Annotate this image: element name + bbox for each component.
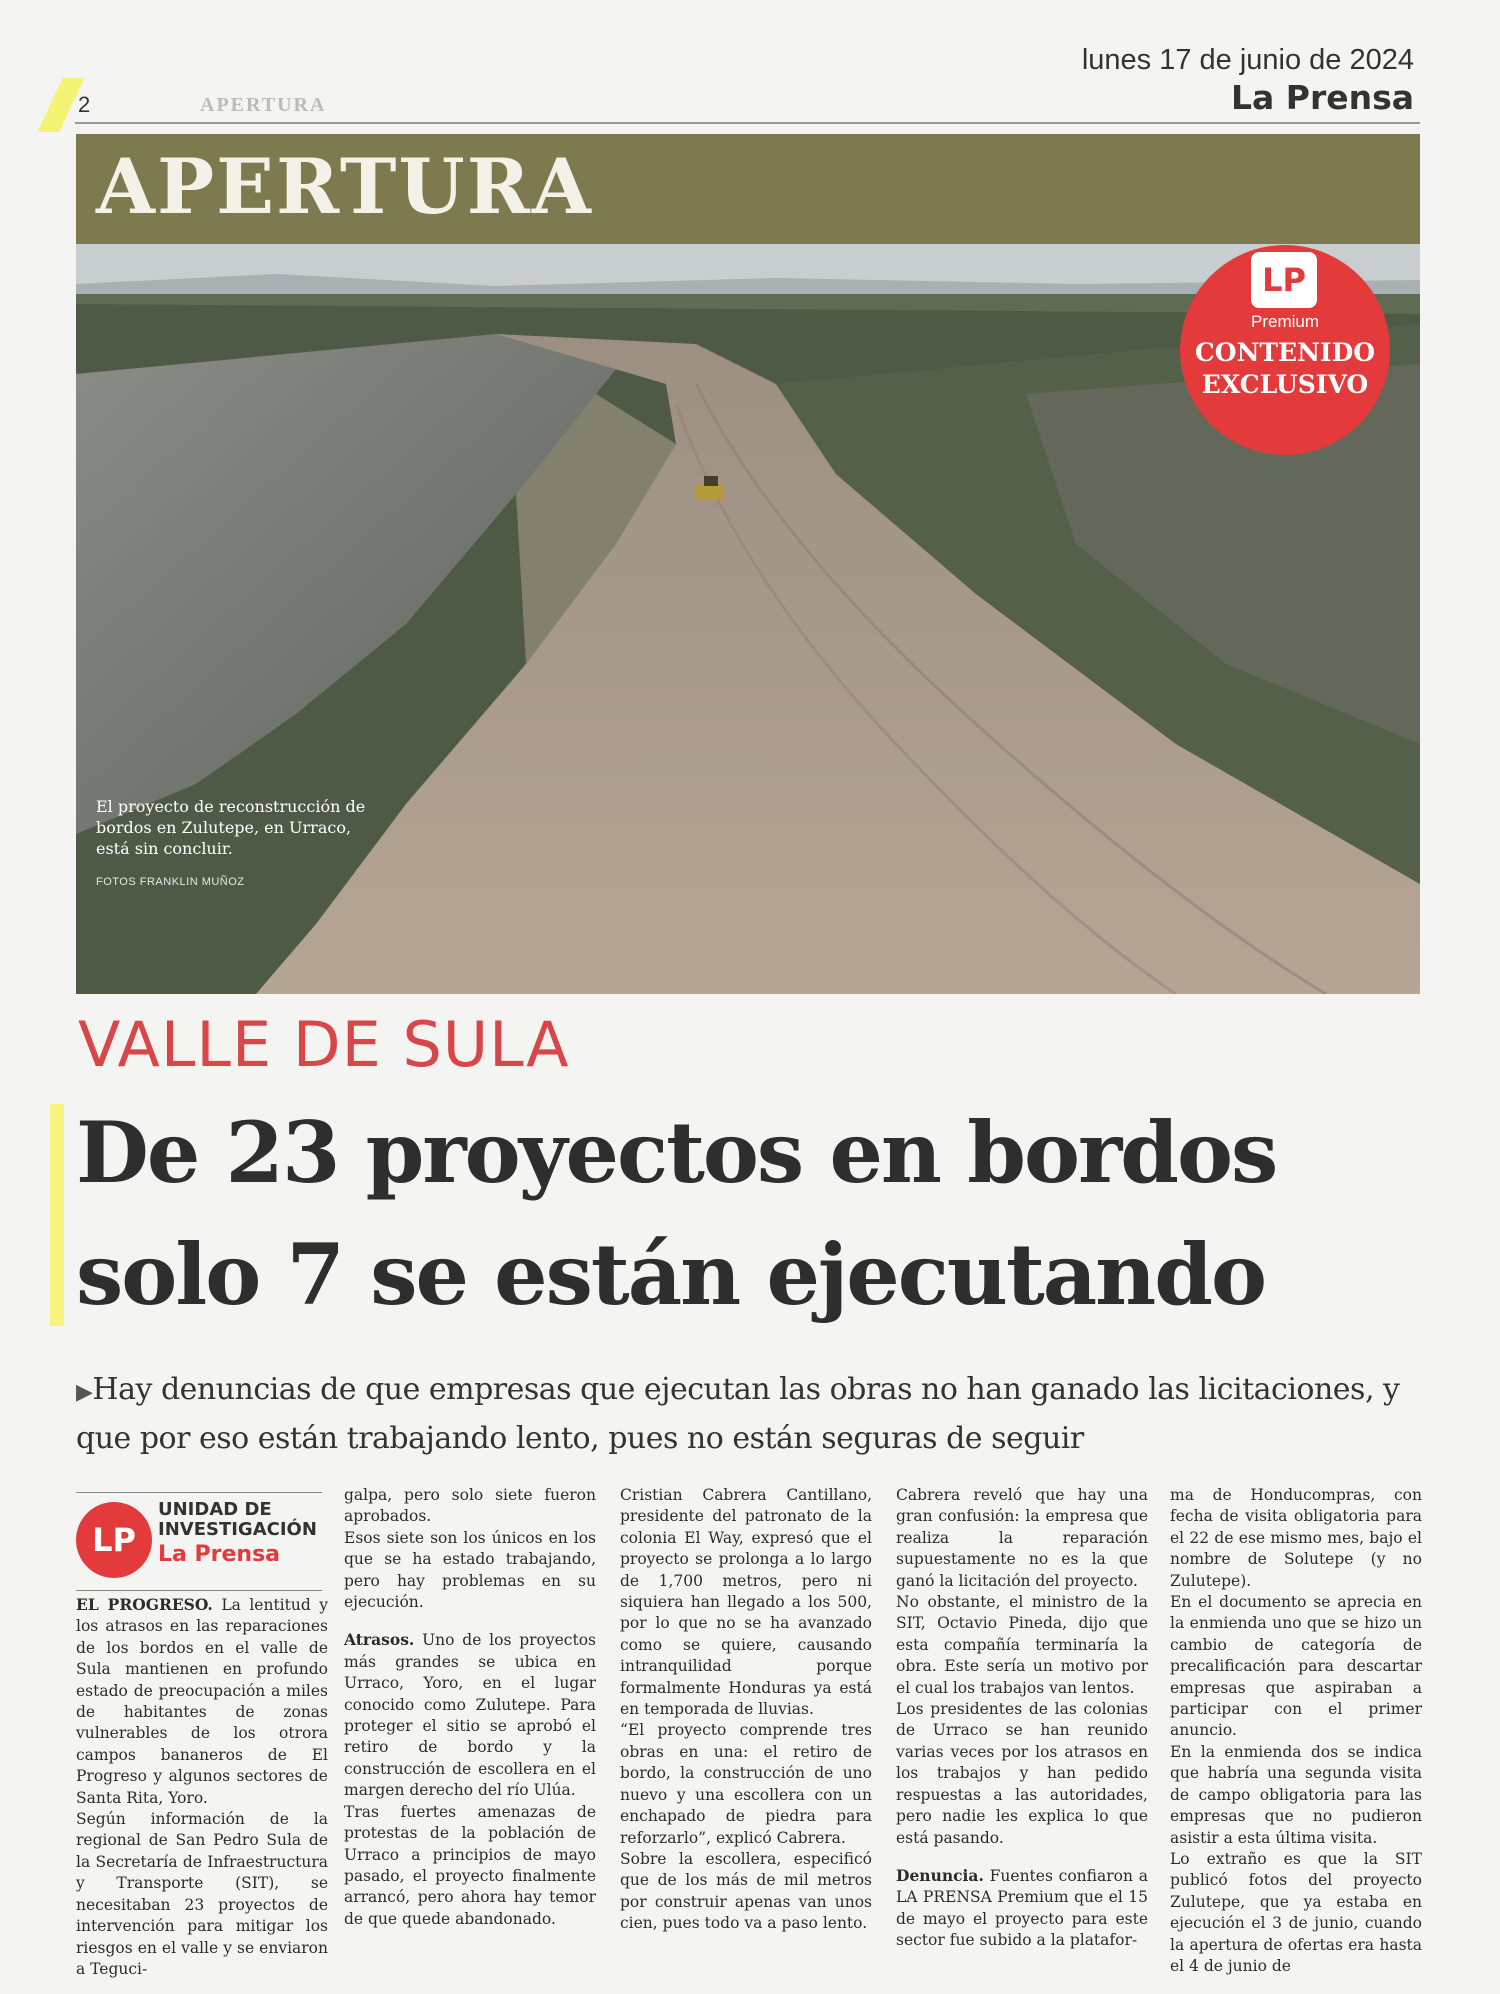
headline-deck: [76, 1367, 1426, 1462]
section-title: APERTURA: [96, 142, 593, 231]
article-column-1: [76, 1594, 328, 1980]
unit-rule-top: [76, 1492, 322, 1493]
unit-line-3: La Prensa: [158, 1542, 281, 1567]
paragraph: No obstante, el ministro de la SIT, Octavio Pineda, dijo que esta compañía terminaría la obra. Este sería un motivo por el cual los trabajos van lentos.: [896, 1593, 1148, 1697]
article-column-3: [620, 1485, 872, 1935]
article-column-5: [1170, 1485, 1422, 1977]
paragraph: Cabrera reveló que hay una gran confusión: la empresa que realiza la reparación supuestamente no es la que ganó la licitación del proyecto.: [896, 1486, 1148, 1590]
paragraph: [76, 1594, 328, 1809]
subhead: Denuncia.: [896, 1865, 984, 1885]
lp-logo-text: LP: [1262, 261, 1306, 299]
paragraph: galpa, pero solo siete fueron aprobados.: [344, 1486, 596, 1526]
headline: De 23 proyectos en bordos solo 7 se están ejecutando: [76, 1103, 1277, 1324]
paragraph: [896, 1865, 1148, 1952]
badge-premium-label: Premium: [1250, 312, 1319, 331]
paragraph-text: Fuentes confiaron a LA PRENSA Premium que el 15 de mayo el proyecto para este sector fue subido a la platafor-: [896, 1866, 1148, 1950]
section-label-ghost: APERTURA: [200, 94, 327, 116]
paragraph: Sobre la escollera, especificó que de los más de mil metros por construir apenas van unos cien, pues todo va a paso lento.: [620, 1849, 872, 1933]
unit-line-1: UNIDAD DE: [158, 1499, 272, 1520]
paragraph: En la enmienda dos se indica que habría una segunda visita de campo obligatoria para las empresas que no pudieron asistir a esta última visita.: [1170, 1742, 1422, 1847]
unit-rule-bottom: [76, 1590, 322, 1591]
paragraph: En el documento se aprecia en la enmienda uno que se hizo un cambio de categoría de precalificación para descartar empresas que aspiraban a participar con el primer anuncio.: [1170, 1593, 1422, 1740]
lp-logo-icon: [1251, 252, 1317, 308]
dateline: EL PROGRESO.: [76, 1595, 213, 1614]
subhead: Atrasos.: [344, 1630, 415, 1650]
unit-line-2: INVESTIGACIÓN: [158, 1519, 317, 1540]
paragraph: Tras fuertes amenazas de protestas de la población de Urraco a principios de mayo pasado, el proyecto finalmente arrancó, pero ahora hay temor de que quede abandonado.: [344, 1802, 596, 1928]
issue-date: lunes 17 de junio de 2024: [1081, 44, 1414, 76]
page-number: 2: [78, 92, 91, 117]
highlighter-mark-headline: [50, 1104, 64, 1326]
paragraph: Esos siete son los únicos en los que se ha estado trabajando, pero hay problemas en su ejecución.: [344, 1528, 596, 1612]
paragraph: ma de Honducompras, con fecha de visita obligatoria para el 22 de ese mismo mes, bajo el nombre de Solutepe (y no Zulutepe).: [1170, 1486, 1422, 1590]
deck-arrow-icon: ▶: [76, 1380, 93, 1405]
paragraph: Según información de la regional de San Pedro Sula de la Secretaría de Infraestructura y Transporte (SIT), se necesitaban 23 proyectos de intervención para mitigar los riesgos en el valle y se enviaron a Teguci-: [76, 1810, 328, 1978]
unit-logo-text: LP: [92, 1521, 136, 1559]
unit-lp-logo-icon: [76, 1502, 152, 1578]
article-column-4: [896, 1485, 1148, 1952]
paragraph: Los presidentes de las colonias de Urraco se han reunido varias veces por los atrasos en los trabajos y han pedido respuestas a las autoridades, pero nadie les explica lo que está pasando.: [896, 1700, 1148, 1847]
badge-line-1: CONTENIDO: [1194, 338, 1376, 367]
header-rule: [75, 122, 1420, 124]
paragraph: [344, 1629, 596, 1801]
badge-line-2: EXCLUSIVO: [1201, 370, 1369, 399]
deck-text: Hay denuncias de que empresas que ejecutan las obras no han ganado las licitaciones, y que por eso están trabajando lento, pues no están seguras de seguir: [76, 1372, 1400, 1456]
photo-caption: El proyecto de reconstrucción de bordos en Zulutepe, en Urraco, está sin concluir.: [96, 797, 366, 858]
paragraph-text: Uno de los proyectos más grandes se ubica en Urraco, Yoro, en el lugar conocido como Zulutepe. Para proteger el sitio se aprobó el retiro de bordo y la construcción de escollera en el margen derecho del río Ulúa.: [344, 1631, 596, 1800]
paragraph: Cristian Cabrera Cantillano, presidente del patronato de la colonia El Way, expresó que el proyecto se prolonga a lo largo de 1,700 metros, pero ni siquiera han llegado a los 500, por lo que no se ha avanzado como se quiere, causando intranquilidad porque formalmente Honduras ya está en temporada de lluvias.: [620, 1486, 872, 1719]
photo-credit: FOTOS FRANKLIN MUÑOZ: [96, 876, 245, 888]
newspaper-brand: La Prensa: [1230, 78, 1414, 117]
paragraph-text: La lentitud y los atrasos en las reparaciones de los bordos en el valle de Sula mantienen en profundo estado de preocupación a miles de habitantes de zonas vulnerables de los otrora campos bananeros de El Progreso y algunos sectores de Santa Rita, Yoro.: [76, 1596, 328, 1807]
article-column-2: [344, 1485, 596, 1930]
headline-kicker: VALLE DE SULA: [78, 1008, 570, 1081]
paragraph: Lo extraño es que la SIT publicó fotos del proyecto Zulutepe, que ya estaba en ejecución el 3 de junio, cuando la apertura de ofertas era hasta el 4 de junio de: [1170, 1849, 1422, 1975]
paragraph: “El proyecto comprende tres obras en una: el retiro de bordo, la construcción de uno nuevo y una escollera con un enchapado de piedra para reforzarlo”, explicó Cabrera.: [620, 1721, 872, 1847]
